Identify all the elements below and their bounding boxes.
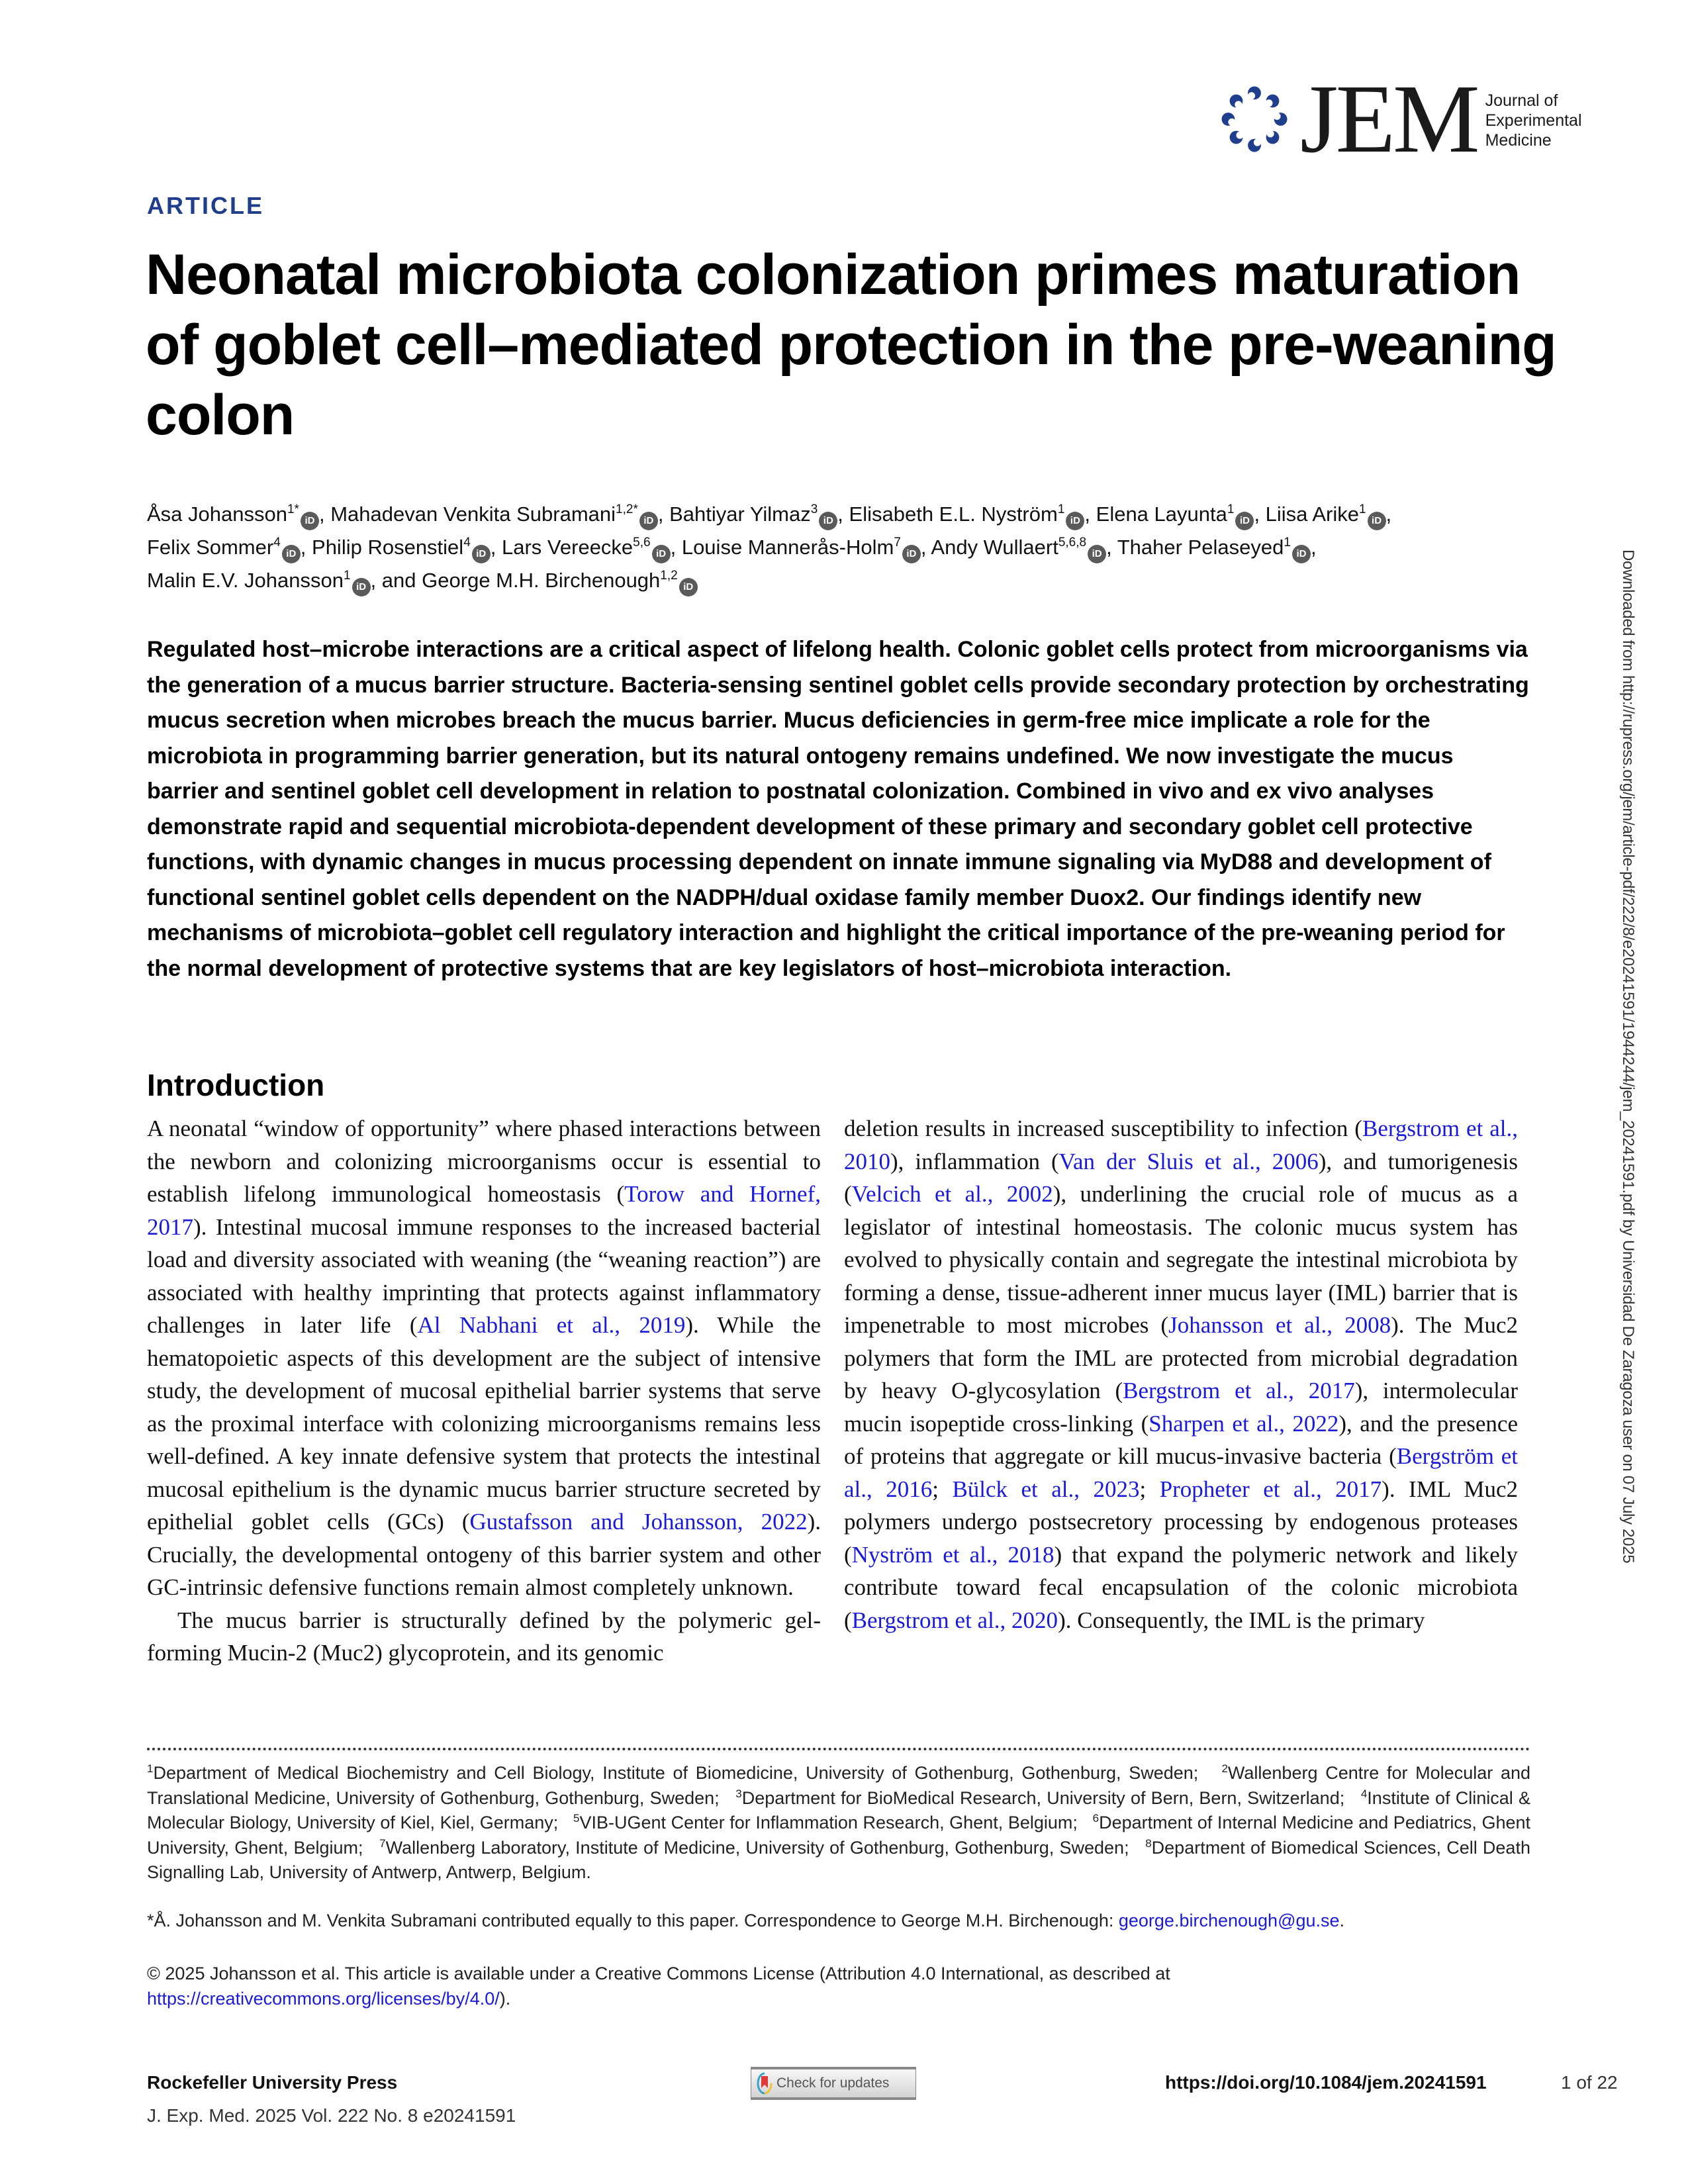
journal-citation: J. Exp. Med. 2025 Vol. 222 No. 8 e20241591 [147, 2105, 516, 2126]
author: Liisa Arike$^1$iD [1266, 502, 1386, 526]
affiliation: $^3$Department for BioMedical Research, University of Bern, Bern, Switzerland; [735, 1787, 1345, 1808]
author: Bahtiyar Yilmaz$^3$iD [669, 502, 837, 526]
orcid-icon[interactable]: iD [639, 512, 658, 530]
affiliation: $^4$Institute of Clinical & Molecular Biology, University of Kiel, Kiel, Germany; [147, 1787, 1531, 1832]
citation-link[interactable]: Van der Sluis et al., 2006 [1058, 1148, 1319, 1174]
orcid-icon[interactable]: iD [819, 512, 837, 530]
citation-link[interactable]: Johansson et al., 2008 [1168, 1312, 1391, 1338]
citation-link[interactable]: Bergstrom et al., 2010 [844, 1116, 1518, 1174]
orcid-icon[interactable]: iD [1292, 545, 1311, 563]
author: Louise Mannerås-Holm$^7$iD [682, 536, 921, 559]
section-heading-introduction: Introduction [147, 1068, 325, 1102]
affiliation: $^2$Wallenberg Centre for Molecular and Translational Medicine, University of Gothenburg, Gothenburg, Sweden; [147, 1762, 1530, 1808]
orcid-icon[interactable]: iD [1235, 512, 1254, 530]
citation-link[interactable]: Bergstrom et al., 2017 [1123, 1378, 1355, 1403]
orcid-icon[interactable]: iD [352, 578, 371, 596]
orcid-icon[interactable]: iD [301, 512, 319, 530]
orcid-icon[interactable]: iD [902, 545, 921, 563]
doi-link[interactable]: https://doi.org/10.1084/jem.20241591 [1165, 2072, 1487, 2093]
affiliation: $^5$VIB-UGent Center for Inflammation Research, Ghent, Belgium; [573, 1812, 1078, 1832]
citation-link[interactable]: Propheter et al., 2017 [1159, 1476, 1382, 1502]
orcid-icon[interactable]: iD [1066, 512, 1084, 530]
affiliation: $^6$Department of Internal Medicine and Pediatrics, Ghent University, Ghent, Belgium; [147, 1812, 1531, 1858]
author: George M.H. Birchenough$^{1,2}$iD [422, 569, 698, 592]
citation-link[interactable]: Bergstrom et al., 2020 [851, 1607, 1058, 1633]
citation-link[interactable]: Bergström et al., 2016 [844, 1443, 1518, 1502]
email-link[interactable]: george.birchenough@gu.se [1118, 1911, 1340, 1930]
journal-name-line: Journal of [1485, 91, 1558, 110]
citation-link[interactable]: Torow and Hornef, 2017 [147, 1181, 821, 1240]
citation-link[interactable]: Al Nabhani et al., 2019 [417, 1312, 686, 1338]
orcid-icon[interactable]: iD [282, 545, 301, 563]
journal-logo [1218, 53, 1582, 185]
paragraph: The mucus barrier is structurally defined by the polymeric gel-forming Mucin-2 (Muc2) glycoprotein, and its genomic [147, 1607, 821, 1666]
orcid-icon[interactable]: iD [679, 578, 698, 596]
license-link[interactable]: https://creativecommons.org/licenses/by/4.0/ [147, 1989, 500, 2009]
orcid-icon[interactable]: iD [1368, 512, 1386, 530]
citation-link[interactable]: Sharpen et al., 2022 [1149, 1410, 1339, 1437]
author: Åsa Johansson$^{1*}$iD [147, 502, 319, 526]
license-note: © 2025 Johansson et al. This article is available under a Creative Commons License (Attribution 4.0 International, as described at https://creativecommons.org/licenses/by/4.0/). [147, 1964, 1170, 2009]
footnote-divider [147, 1748, 1530, 1750]
check-for-updates-label: Check for updates [776, 2075, 890, 2091]
author: Thaher Pelaseyed$^1$iD [1117, 536, 1311, 559]
jem-rosette-icon [1218, 83, 1291, 156]
author: Lars Vereecke$^{5,6}$iD [502, 536, 671, 559]
jem-wordmark: JEM [1300, 65, 1477, 173]
body-column-left [147, 1112, 821, 1670]
author-list: Åsa Johansson$^{1*}$iD , Mahadevan Venkita Subramani$^{1,2*}$iD , Bahtiyar Yilmaz$^3$iD , Elisabeth E.L. Nyström$^1$iD , Elena Layunta$^1$iD , Liisa Arike$^1$iD , Felix Sommer$^4$iD , Philip Rosenstiel$^4$iD , Lars Vereecke$^{5,6}$iD , Louise Mannerås-Holm$^7$iD , Andy Wullaert$^{5,6,8}$iD , Thaher Pelaseyed$^1$iD , Malin E.V. Johansson$^1$iD , and George M.H. Birchenough$^{1,2}$iD [147, 498, 1570, 597]
journal-name-line: Experimental [1485, 111, 1582, 130]
citation-link[interactable]: Nyström et al., 2018 [851, 1541, 1055, 1568]
paper-title: Neonatal microbiota colonization primes maturation of goblet cell–mediated protection in the pre-weaning colon [146, 243, 1556, 447]
body-column-right [844, 1112, 1518, 1637]
citation-link[interactable]: Bülck et al., 2023 [952, 1476, 1140, 1502]
check-for-updates-button[interactable] [751, 2067, 916, 2100]
publisher-name: Rockefeller University Press [147, 2072, 398, 2093]
orcid-icon[interactable]: iD [1088, 545, 1106, 563]
author: Felix Sommer$^4$iD [147, 536, 301, 559]
crossmark-icon [757, 2072, 773, 2095]
article-type-label: ARTICLE [147, 192, 264, 219]
affiliation: $^7$Wallenberg Laboratory, Institute of Medicine, University of Gothenburg, Gothenburg, Sweden; [379, 1836, 1129, 1858]
affiliations [147, 1761, 1530, 1885]
affiliation: $^8$Department of Biomedical Sciences, Cell Death Signalling Lab, University of Antwerp, Antwerp, Belgium. [147, 1836, 1530, 1882]
correspondence-note: *Å. Johansson and M. Venkita Subramani contributed equally to this paper. Correspondence to George M.H. Birchenough: george.birchenough@gu.se. [147, 1911, 1345, 1930]
abstract: Regulated host–microbe interactions are a critical aspect of lifelong health. Colonic goblet cells protect from microorganisms via the generation of a mucus barrier structure. Bacteria-sensing sentinel goblet cells provide secondary protection by orchestrating mucus secretion when microbes breach the mucus barrier. Mucus deficiencies in germ-free mice implicate a role for the microbiota in programming barrier generation, but its natural ontogeny remains undefined. We now investigate the mucus barrier and sentinel goblet cell development in relation to postnatal colonization. Combined in vivo and ex vivo analyses demonstrate rapid and sequential microbiota-dependent development of these primary and secondary goblet cell protective functions, with dynamic changes in mucus processing dependent on innate immune signaling via MyD88 and development of functional sentinel goblet cells dependent on the NADPH/dual oxidase family member Duox2. Our findings identify new mechanisms of microbiota–goblet cell regulatory interaction and highlight the critical importance of the pre-weaning period for the normal development of protective systems that are key legislators of host–microbiota interaction. [147, 637, 1529, 981]
paragraph: deletion results in increased susceptibility to infection (Bergstrom et al., 2010), inflammation (Van der Sluis et al., 2006), and tumorigenesis (Velcich et al., 2002), underlining the crucial role of mucus as a legislator of intestinal homeostasis. The colonic mucus system has evolved to physically contain and segregate the intestinal microbiota by forming a dense, tissue-adherent inner mucus layer (IML) barrier that is impenetrable to most microbes (Johansson et al., 2008). The Muc2 polymers that form the IML are protected from microbial degradation by heavy O-glycosylation (Bergstrom et al., 2017), intermolecular mucin isopeptide cross-linking (Sharpen et al., 2022), and the presence of proteins that aggregate or kill mucus-invasive bacteria (Bergström et al., 2016; Bülck et al., 2023; Propheter et al., 2017). IML Muc2 polymers undergo postsecretory processing by endogenous proteases (Nyström et al., 2018) that expand the polymeric network and likely contribute toward fecal encapsulation of the colonic microbiota (Bergstrom et al., 2020). Consequently, the IML is the primary [844, 1116, 1519, 1633]
affiliation: $^1$Department of Medical Biochemistry and Cell Biology, Institute of Biomedicine, University of Gothenburg, Gothenburg, Sweden; [147, 1762, 1199, 1783]
citation-link[interactable]: Velcich et al., 2002 [851, 1181, 1053, 1207]
page-number: 1 of 22 [1561, 2072, 1618, 2093]
journal-name-line: Medicine [1485, 131, 1552, 150]
author: Andy Wullaert$^{5,6,8}$iD [931, 536, 1106, 559]
author: Elena Layunta$^1$iD [1096, 502, 1254, 526]
author: Philip Rosenstiel$^4$iD [312, 536, 491, 559]
orcid-icon[interactable]: iD [472, 545, 491, 563]
citation-link[interactable]: Gustafsson and Johansson, 2022 [469, 1509, 808, 1535]
paragraph: A neonatal “window of opportunity” where phased interactions between the newborn and colonizing microorganisms occur is essential to establish lifelong immunological homeostasis (Torow and Hornef, 2017). Intestinal mucosal immune responses to the increased bacterial load and diversity associated with weaning (the “weaning reaction”) are associated with healthy imprinting that protects against inflammatory challenges in later life (Al Nabhani et al., 2019). While the hematopoietic aspects of this development are the subject of intensive study, the development of mucosal epithelial barrier systems that serve as the proximal interface with colonizing microorganisms remains less well-defined. A key innate defensive system that protects the intestinal mucosal epithelium is the dynamic mucus barrier structure secreted by epithelial goblet cells (GCs) (Gustafsson and Johansson, 2022). Crucially, the developmental ontogeny of this barrier system and other GC-intrinsic defensive functions remain almost completely unknown. [147, 1116, 821, 1600]
journal-name [1485, 91, 1582, 150]
orcid-icon[interactable]: iD [652, 545, 671, 563]
author: Mahadevan Venkita Subramani$^{1,2*}$iD [330, 502, 658, 526]
download-watermark: Downloaded from http://rupress.org/jem/article-pdf/222/8/e20241591/1944244/jem_20241591.pdf by Universidad De Zaragoza user on 07 July 2025 [1619, 549, 1637, 1564]
author: Malin E.V. Johansson$^1$iD [147, 569, 371, 592]
author: Elisabeth E.L. Nyström$^1$iD [849, 502, 1085, 526]
